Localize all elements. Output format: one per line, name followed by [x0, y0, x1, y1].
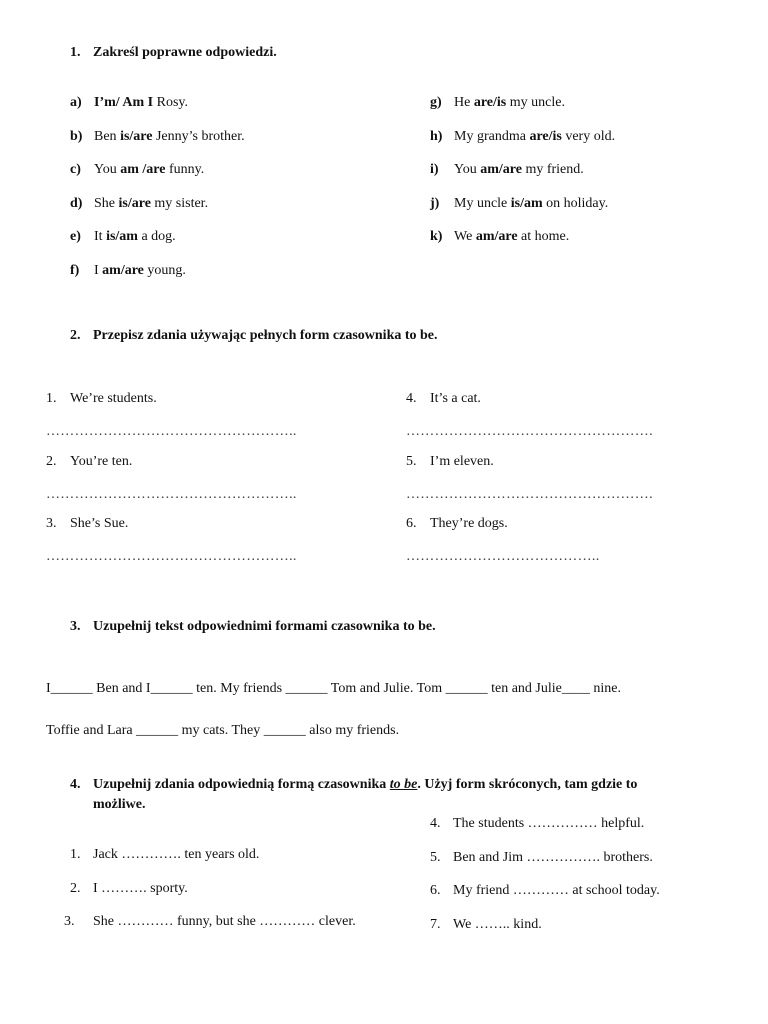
item-number: 5.	[430, 849, 441, 865]
ex2-heading	[70, 328, 438, 344]
sentence-text: I ………. sporty.	[93, 880, 188, 896]
item-number: 6.	[430, 883, 441, 899]
choice-item	[70, 196, 208, 212]
ex2-number: 2.	[70, 328, 81, 343]
sentence-text: She	[94, 195, 119, 211]
choice-options: are/is	[473, 95, 507, 110]
sentence-text: my friend.	[521, 162, 584, 178]
sentence-text: young.	[143, 263, 186, 278]
sentence-text: My friend ………… at school today.	[453, 883, 660, 899]
choice-options: am/are	[102, 263, 144, 278]
sentence-text: My grandma	[454, 128, 530, 144]
ex3-number: 3.	[70, 619, 81, 634]
choice-item	[70, 129, 245, 145]
item-number: 6.	[406, 516, 417, 531]
answer-dotted-line: …………………………………………….	[406, 486, 653, 502]
item-letter: b)	[70, 128, 83, 144]
answer-dotted-line: ……………………………………………..	[46, 424, 297, 439]
sentence-text: very old.	[561, 128, 616, 144]
item-letter: j)	[430, 195, 440, 211]
choice-item	[430, 196, 608, 212]
sentence-text: You	[454, 162, 481, 178]
ex3-text-line-2: Toffie and Lara ______ my cats. They ______ also my friends.	[46, 723, 400, 738]
sentence-text: a dog.	[137, 229, 176, 245]
choice-options: am /are	[120, 162, 166, 178]
item-number: 1.	[46, 391, 57, 406]
sentence-text: You	[94, 162, 121, 178]
sentence-text: It	[94, 229, 107, 245]
choice-item	[430, 229, 569, 245]
sentence-text: Rosy.	[153, 95, 189, 110]
choice-item	[70, 162, 204, 178]
rewrite-item	[46, 454, 132, 470]
item-number: 1.	[70, 847, 81, 862]
choice-item	[430, 162, 584, 178]
answer-dotted-line: …………………………………………….	[406, 424, 653, 439]
ex4-title-emphasis: to be	[389, 777, 418, 792]
answer-dotted-line: ……………………………………………..	[46, 549, 297, 564]
item-number: 2.	[70, 880, 81, 896]
item-number: 5.	[406, 453, 417, 469]
sentence-text: my uncle.	[506, 95, 565, 110]
ex2-title: Przepisz zdania używając pełnych form czasownika to be.	[93, 328, 438, 343]
choice-options: am/are	[475, 229, 518, 245]
item-letter: a)	[70, 95, 82, 110]
choice-options: are/is	[529, 128, 562, 144]
sentence-text: Ben and Jim ……………. brothers.	[453, 849, 653, 865]
item-number: 4.	[406, 391, 417, 406]
ex4-title-start: Uzupełnij zdania odpowiednią formą czasownika	[93, 777, 390, 792]
sentence-text: You’re ten.	[70, 453, 133, 469]
sentence-text: at home.	[517, 229, 570, 245]
item-number: 7.	[430, 916, 441, 932]
sentence-text: I’m eleven.	[430, 453, 494, 469]
ex1-title: Zakreśl poprawne odpowiedzi.	[93, 45, 277, 60]
choice-item	[430, 95, 565, 111]
sentence-text: Jenny’s brother.	[152, 128, 245, 144]
ex1-number: 1.	[70, 45, 81, 60]
sentence-text: I	[94, 263, 103, 278]
ex4-heading	[70, 777, 637, 793]
ex4-number: 4.	[70, 777, 81, 792]
sentence-text: They’re dogs.	[430, 516, 508, 531]
sentence-text: He	[454, 95, 474, 110]
sentence-text: Ben	[94, 128, 121, 144]
choice-options: is/are	[118, 195, 151, 211]
sentence-text: It’s a cat.	[430, 391, 481, 406]
sentence-text: Jack …………. ten years old.	[93, 847, 260, 862]
choice-item	[70, 263, 186, 279]
choice-options: is/am	[510, 195, 543, 211]
sentence-text: funny.	[165, 162, 205, 178]
sentence-text: She’s Sue.	[70, 516, 129, 531]
item-letter: k)	[430, 229, 443, 245]
item-letter: h)	[430, 128, 443, 144]
rewrite-item	[406, 391, 481, 407]
sentence-text: She ………… funny, but she ………… clever.	[93, 914, 356, 929]
choice-options: is/am	[106, 229, 138, 245]
ex3-heading	[70, 619, 436, 635]
item-letter: d)	[70, 195, 83, 211]
rewrite-item	[406, 454, 494, 470]
sentence-text: The students …………… helpful.	[453, 816, 645, 831]
item-number: 4.	[430, 816, 441, 831]
item-number: 2.	[46, 453, 57, 469]
sentence-text: my sister.	[150, 195, 209, 211]
choice-item	[430, 129, 615, 145]
ex4-title-end: . Użyj form skróconych, tam gdzie to	[417, 777, 638, 792]
choice-options: am/are	[480, 162, 522, 178]
sentence-text: My uncle	[454, 195, 511, 211]
item-letter: i)	[430, 162, 439, 178]
item-number: 3.	[46, 516, 57, 531]
rewrite-item	[46, 391, 157, 407]
item-letter: e)	[70, 229, 81, 245]
item-letter: g)	[430, 95, 442, 110]
ex1-heading	[70, 45, 277, 61]
answer-dotted-line: ……………………………………………..	[46, 486, 297, 502]
item-letter: c)	[70, 162, 81, 178]
item-letter: f)	[70, 263, 80, 278]
choice-item	[70, 229, 176, 245]
ex3-title: Uzupełnij tekst odpowiednimi formami czasownika to be.	[93, 619, 436, 634]
choice-options: is/are	[120, 128, 153, 144]
sentence-text: on holiday.	[542, 195, 609, 211]
sentence-text: We’re students.	[70, 391, 157, 406]
ex4-title-line-2: możliwe.	[93, 797, 146, 812]
sentence-text: We	[454, 229, 476, 245]
answer-dotted-line: …………………………………..	[406, 549, 600, 564]
ex3-text-line-1: I______ Ben and I______ ten. My friends ______ Tom and Julie. Tom ______ ten and Julie____ nine.	[46, 681, 621, 696]
item-number: 3.	[64, 914, 75, 929]
rewrite-item	[46, 516, 128, 532]
sentence-text: We …….. kind.	[453, 916, 542, 932]
choice-options: I’m/ Am I	[94, 95, 154, 110]
choice-item	[70, 95, 188, 111]
rewrite-item	[406, 516, 508, 532]
